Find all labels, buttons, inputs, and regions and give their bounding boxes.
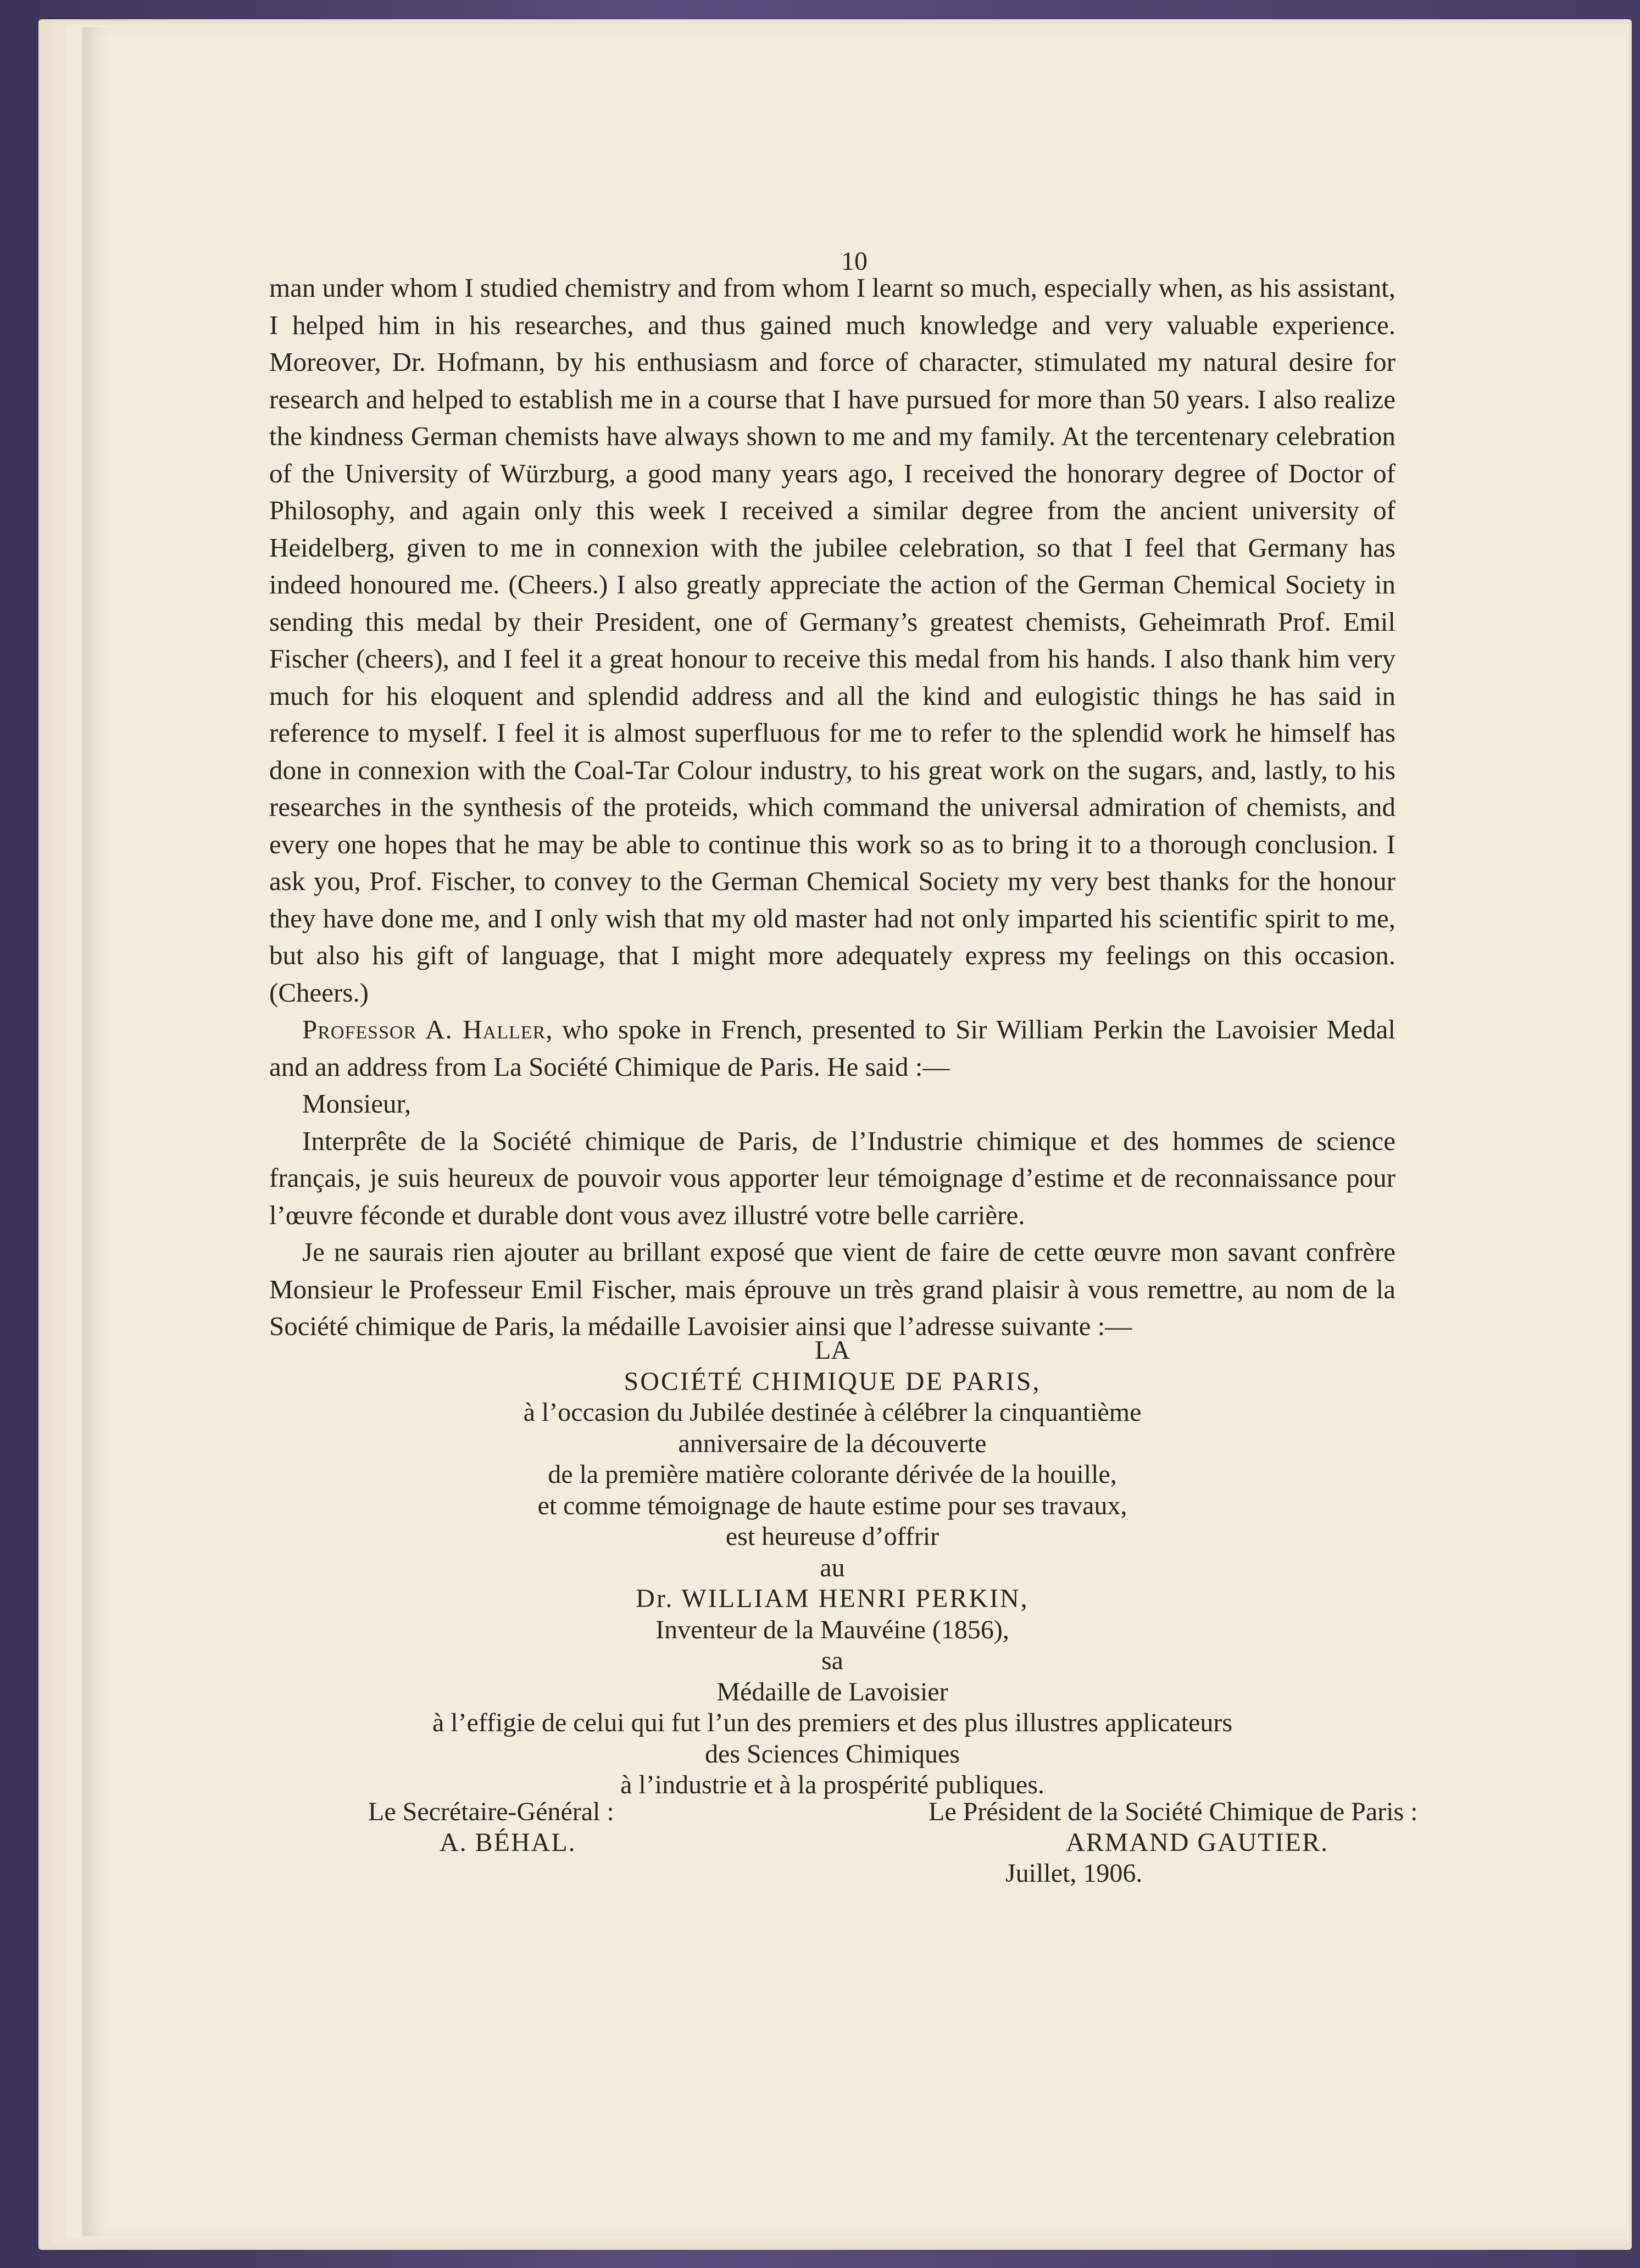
address-block <box>269 1335 1396 1801</box>
paragraph-perkin-speech: man under whom I studied chemistry and from whom I learnt so much, especially when, as his assistant, I helped him in his researches, and thus gained much knowledge and very valuable experience. Moreover, Dr. Hofmann, by his enthusiasm and force of character, stimulated my natural desire for research and helped to establish me in a course that I have pursued for more than 50 years. I also realize the kindness German chemists have always shown to me and my family. At the tercentenary celebration of the University of Würzburg, a good many years ago, I received the honorary degree of Doctor of Philosophy, and again only this week I received a similar degree from the ancient university of Heidelberg, given to me in connexion with the jubilee celebration, so that I feel that Germany has indeed honoured me. (Cheers.) I also greatly appreciate the action of the German Chemical Society in sending this medal by their President, one of Germany’s greatest chemists, Geheimrath Prof. Emil Fischer (cheers), and I feel it a great honour to receive this medal from his hands. I also thank him very much for his eloquent and splendid address and all the kind and eulogistic things he has said in reference to myself. I feel it is almost superfluous for me to refer to the splendid work he himself has done in connexion with the Coal-Tar Colour industry, to his great work on the sugars, and, lastly, to his researches in the synthesis of the proteids, which command the universal admiration of chemists, and every one hopes that he may be able to continue this work so as to bring it to a thorough conclusion. I ask you, Prof. Fischer, to convey to the German Chemical Society my very best thanks for the honour they have done me, and I only wish that my old master had not only imparted his scientific spirit to me, but also his gift of language, that I might more adequately express my feelings on this occasion. (Cheers.) <box>269 273 1396 1008</box>
signature-name: A. BÉHAL. <box>440 1828 576 1857</box>
haller-intro-text: , who spoke in French, presented to Sir William Perkin the Lavoisier Medal and an address from La Société Chimique de Paris. He said :— <box>269 1014 1396 1082</box>
address-line: au <box>820 1553 845 1582</box>
signature-title: Le Secrétaire-Général : <box>368 1797 614 1826</box>
paragraph-haller-intro <box>269 1011 1396 1085</box>
paragraph-french-2: Je ne saurais rien ajouter au brillant exposé que vient de faire de cette œuvre mon savant confrère Monsieur le Professeur Emil Fischer, mais éprouve un très grand plaisir à vous remettre, au nom de la Société chimique de Paris, la médaille Lavoisier ainsi que l’adresse suivante :— <box>269 1237 1396 1341</box>
address-line: Inventeur de la Mauvéine (1856), <box>655 1615 1009 1644</box>
body-text <box>269 269 1396 1345</box>
salutation: Monsieur, <box>302 1088 412 1119</box>
address-line: à l’industrie et à la prospérité publiques. <box>620 1770 1044 1799</box>
signature-president <box>929 1797 1533 1858</box>
address-line: de la première matière colorante dérivée de la houille, <box>548 1460 1117 1489</box>
address-line: est heureuse d’offrir <box>725 1522 939 1551</box>
address-line: et comme témoignage de haute estime pour ses travaux, <box>537 1491 1127 1520</box>
speaker-name: Professor A. Haller <box>302 1014 546 1044</box>
address-line: anniversaire de la découverte <box>678 1428 987 1458</box>
address-line: à l’effigie de celui qui fut l’un des premiers et des plus illustres applicateurs <box>432 1708 1232 1737</box>
signature-title: Le Président de la Société Chimique de Paris : <box>929 1797 1418 1826</box>
address-line: à l’occasion du Jubilée destinée à célébrer la cinquantième <box>523 1398 1142 1427</box>
address-date: Juillet, 1906. <box>1005 1859 1143 1888</box>
address-line: sa <box>821 1646 843 1675</box>
address-line: Médaille de Lavoisier <box>716 1677 948 1706</box>
paragraph-french-1: Interprête de la Société chimique de Paris, de l’Industrie chimique et des hommes de science français, je suis heureux de pouvoir vous apporter leur témoignage d’estime et de reconnaissance pour l’œuvre féconde et durable dont vous avez illustré votre belle carrière. <box>269 1125 1396 1230</box>
address-line: des Sciences Chimiques <box>705 1739 960 1769</box>
signature-name: ARMAND GAUTIER. <box>1066 1828 1328 1857</box>
signature-secretary <box>368 1797 698 1858</box>
page-number: 10 <box>841 247 868 276</box>
address-recipient: Dr. WILLIAM HENRI PERKIN, <box>636 1584 1029 1613</box>
address-line: LA <box>815 1336 850 1365</box>
address-society-name: SOCIÉTÉ CHIMIQUE DE PARIS, <box>624 1366 1041 1396</box>
